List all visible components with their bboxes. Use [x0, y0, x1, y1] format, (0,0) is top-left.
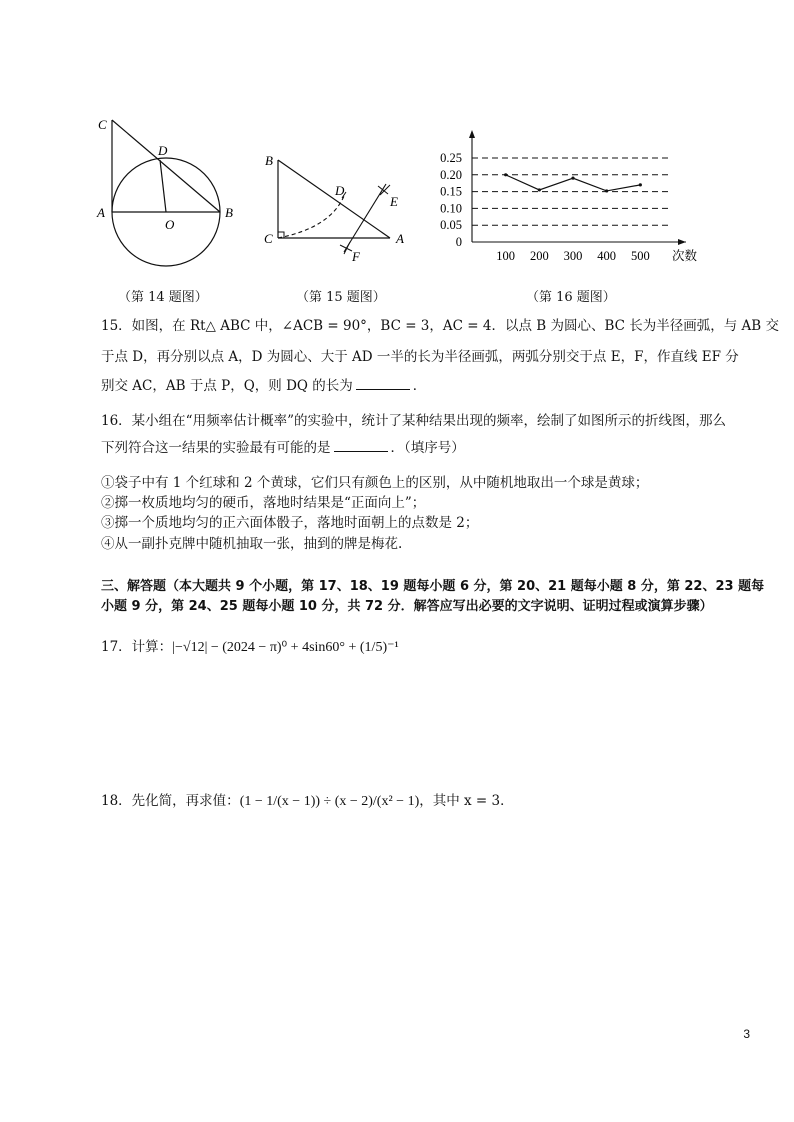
- fig15-label-F: F: [352, 249, 360, 264]
- chart-data-point: [605, 189, 608, 192]
- q15-line-1: 15．如图，在 Rt△ ABC 中，∠ACB = 90°，BC = 3，AC = 4．以点 B 为圆心、BC 长为半径画弧，与 AB 交: [101, 318, 779, 334]
- section-3-header-line-2: 小题 9 分，第 24、25 题每小题 10 分，共 72 分．解答应写出必要的文字说明、证明过程或演算步骤）: [101, 599, 713, 614]
- fig15-label-A: A: [396, 231, 404, 246]
- q16-line-2: [101, 439, 465, 457]
- chart-x-axis-arrow: [678, 239, 686, 245]
- fig14-label-B: B: [225, 205, 233, 220]
- q16-option-2: ②掷一枚质地均匀的硬币，落地时结果是“正面向上”；: [101, 495, 426, 511]
- fig14-label-O: O: [165, 217, 175, 232]
- fig15-label-B: B: [265, 153, 273, 168]
- chart-data-point: [538, 188, 541, 191]
- figure-16-chart: [424, 128, 714, 268]
- q17-prefix: 17．计算：: [101, 639, 173, 655]
- q15-line-2: 于点 D，再分别以点 A，D 为圆心、大于 AD 一半的长为半径画弧，两弧分别交于点 E，F，作直线 EF 分: [101, 349, 739, 365]
- q16-line-2-text: 下列符合这一结果的实验最有可能的是: [101, 440, 331, 456]
- chart-y-tick-label: 0.10: [440, 201, 462, 216]
- chart-y-tick-label: 0.25: [440, 151, 462, 165]
- chart-data-point: [504, 173, 507, 176]
- chart-data-point: [571, 177, 574, 180]
- chart-y-tick-label: 0.15: [440, 184, 462, 199]
- chart-x-axis-label: 次数: [672, 248, 698, 263]
- q15-line-3: [101, 377, 426, 395]
- q18-expression: (1 − 1/(x − 1)) ÷ (x − 2)/(x² − 1): [239, 794, 420, 809]
- q15-line-3-end: ．: [412, 378, 427, 394]
- q16-option-4: ④从一副扑克牌中随机抽取一张，抽到的牌是梅花.: [101, 536, 403, 552]
- figure-15: [258, 148, 418, 268]
- chart-y-axis-arrow: [469, 130, 475, 138]
- q18-prefix: 18．先化简，再求值：: [101, 793, 240, 809]
- figure-14: [92, 112, 242, 277]
- figure-14-caption: （第 14 题图）: [118, 290, 208, 305]
- chart-x-tick-label: 100: [496, 249, 516, 263]
- chart-x-tick-label: 300: [563, 249, 583, 263]
- chart-y-tick-label: 0: [455, 235, 462, 249]
- q15-answer-blank[interactable]: [356, 377, 410, 390]
- fig15-label-E: E: [390, 194, 398, 209]
- fig15-label-D: D: [335, 183, 345, 198]
- q16-answer-blank[interactable]: [334, 439, 388, 452]
- fig14-label-C: C: [98, 117, 107, 132]
- fig15-label-C: C: [264, 231, 273, 246]
- q15-line-3-text: 别交 AC，AB 于点 P，Q，则 DQ 的长为: [101, 378, 353, 394]
- fig14-label-A: A: [97, 205, 105, 220]
- q16-option-3: ③掷一个质地均匀的正六面体骰子，落地时面朝上的点数是 2；: [101, 515, 479, 531]
- q17-expression: |−√12| − (2024 − π)⁰ + 4sin60° + (1/5)⁻¹: [172, 640, 399, 655]
- fig14-label-D: D: [158, 143, 168, 158]
- chart-x-tick-label: 400: [597, 249, 617, 263]
- chart-y-tick-label: 0.20: [440, 167, 462, 182]
- q17: [101, 638, 399, 657]
- figure-16-caption: （第 16 题图）: [526, 290, 616, 305]
- q18: [101, 792, 514, 811]
- q16-line-2-end: ．（填序号）: [390, 440, 465, 456]
- chart-data-point: [639, 183, 642, 186]
- q16-line-1: 16．某小组在“用频率估计概率”的实验中，统计了某种结果出现的频率，绘制了如图所示的折线图，那么: [101, 413, 726, 429]
- q16-option-1: ①袋子中有 1 个红球和 2 个黄球，它们只有颜色上的区别，从中随机地取出一个球是黄球；: [101, 475, 649, 491]
- figure-15-caption: （第 15 题图）: [296, 290, 386, 305]
- page-number: 3: [743, 1027, 750, 1041]
- chart-y-tick-label: 0.05: [440, 218, 462, 233]
- section-3-header-line-1: 三、解答题（本大题共 9 个小题，第 17、18、19 题每小题 6 分，第 20、21 题每小题 8 分，第 22、23 题每: [101, 579, 765, 594]
- chart-x-tick-label: 200: [529, 249, 549, 263]
- q18-suffix: ，其中 x = 3．: [419, 793, 514, 809]
- chart-x-tick-label: 500: [630, 249, 650, 263]
